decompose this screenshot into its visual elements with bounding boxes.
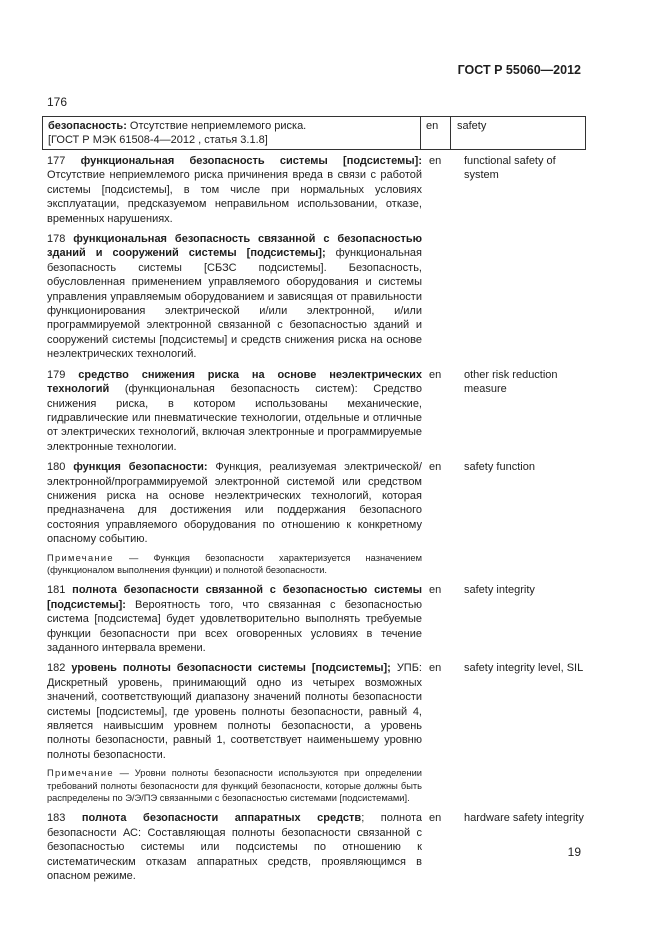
term-entry-179	[47, 368, 587, 454]
entry-note-180	[47, 552, 422, 577]
term-entry-183	[47, 811, 587, 883]
entry-note-182	[47, 767, 422, 804]
note-text: — Функция безопасности характеризуется назначением (функционалом выполнения функции) и полнотой безопасности.	[47, 552, 422, 575]
term-entry-182	[47, 661, 587, 762]
term-entries	[47, 154, 587, 890]
term-entry-180	[47, 460, 587, 546]
term-entry-177	[47, 154, 587, 226]
entry-term: средство снижения риска на основе неэлектрических технологий	[47, 368, 422, 396]
entry-english: other risk reduction measure	[464, 368, 558, 396]
entry-number: 183	[47, 812, 66, 825]
boxed-term-row	[42, 116, 586, 150]
note-label: Примечание	[47, 768, 114, 779]
document-header: ГОСТ Р 55060—2012	[457, 63, 581, 77]
entry-definition: Отсутствие неприемлемого риска причинения вреда в связи с работой системы [подсистемы], в том числе при нормальных условиях эксплуатации, предсказуемом неправильном использовании, отказе, временных нарушениях.	[47, 169, 422, 225]
entry-number-176: 176	[47, 95, 68, 109]
page-number: 19	[567, 845, 581, 859]
entry-term: уровень полноты безопасности системы [подсистемы];	[71, 662, 391, 675]
entry-term: функциональная безопасность связанной с безопасностью зданий и сооружений системы [подсистемы];	[47, 233, 422, 260]
entry-term: полнота безопасности связанной с безопасностью системы [подсистемы]:	[47, 584, 422, 611]
entry-term: функциональная безопасность системы [подсистемы]:	[80, 155, 422, 167]
boxed-english-cell: safety	[457, 120, 487, 132]
note-text: — Уровни полноты безопасности используются при определении требований полноты безопасности для функций безопасности, которые должны быть распределены по Э/Э/ПЭ связанными с безопасностью системами [подсистемами].	[47, 768, 422, 804]
entry-definition: ; полнота безопасности АС: Составляющая полноты безопасности связанной с безопасностью системы или подсистемы по отношению к систематическим отказам аппаратных средств, проявляющимся в опасном режиме.	[47, 812, 422, 883]
boxed-lang-cell: en	[421, 117, 451, 149]
entry-lang: en	[429, 662, 442, 675]
entry-lang: en	[429, 584, 442, 597]
entry-number: 182	[47, 662, 66, 675]
entry-lang: en	[429, 155, 442, 167]
entry-number: 181	[47, 584, 66, 597]
entry-number: 177	[47, 155, 66, 167]
entry-definition: (функциональная безопасность систем): Средство снижения риска, в котором использованы механические, гидравлические или пневматические технологии, отдельные и отличные от электрических технологий, включая электронные и программируемые электронные технологии.	[47, 383, 422, 453]
entry-english: safety integrity level, SIL	[464, 662, 584, 675]
entry-definition: Вероятность того, что связанная с безопасностью система [подсистема] будет удовлетворительно выполнять требуемые функции безопасности при всех оговоренных условиях в течение заданного интервала времени.	[47, 598, 422, 654]
entry-english: safety function	[464, 461, 535, 474]
boxed-term-source: [ГОСТ Р МЭК 61508-4—2012 , статья 3.1.8]	[48, 134, 268, 146]
entry-lang: en	[429, 812, 442, 825]
entry-number: 179	[47, 368, 66, 381]
entry-english: hardware safety integrity	[464, 812, 584, 825]
note-label: Примечание	[47, 552, 114, 563]
entry-definition: Функция, реализуемая электрической/электронной/программируемой электронной системой или средством снижения риска на основе неэлектрических технологий, которая предназначена для достижения или поддержания безопасного состояния управляемого оборудования по отношению к конкретному опасному событию.	[47, 461, 422, 546]
entry-english: functional safety of system	[464, 155, 556, 182]
entry-number: 180	[47, 461, 66, 474]
entry-term: функция безопасности:	[73, 461, 208, 474]
entry-lang: en	[429, 368, 442, 381]
boxed-term-cell	[43, 117, 421, 149]
entry-number: 178	[47, 233, 66, 246]
entry-lang: en	[429, 461, 442, 474]
entry-lang	[422, 232, 459, 362]
term-entry-181	[47, 583, 587, 655]
boxed-term-definition: Отсутствие неприемлемого риска.	[126, 120, 307, 132]
entry-definition: функциональная безопасность системы [СБЗС подсистемы]. Безопасность, обусловленная применением управляемого оборудования и системы управления управляемым оборудованием и зависящая от правильности функционирования электрической и/или электронной, и/или программируемой электронной связанной с безопасностью зданий и сооружений системы [подсистемы] и средств снижения риска на основе неэлектрических технологий.	[47, 247, 422, 361]
entry-english	[459, 232, 587, 362]
boxed-term-title: безопасность:	[48, 120, 127, 132]
entry-definition: УПБ: Дискретный уровень, принимающий одно из четырех возможных значений, соответствующий диапазону значений полноты безопасности системы [подсистемы], где уровень полноты безопасности, равный 4, является наивысшим уровнем полноты безопасности, а уровень полноты безопасности, равный 1, соответствует наименьшему уровню полноты безопасности.	[47, 662, 422, 761]
entry-english: safety integrity	[464, 584, 535, 597]
term-entry-178	[47, 232, 587, 362]
entry-term: полнота безопасности аппаратных средств	[81, 812, 362, 825]
